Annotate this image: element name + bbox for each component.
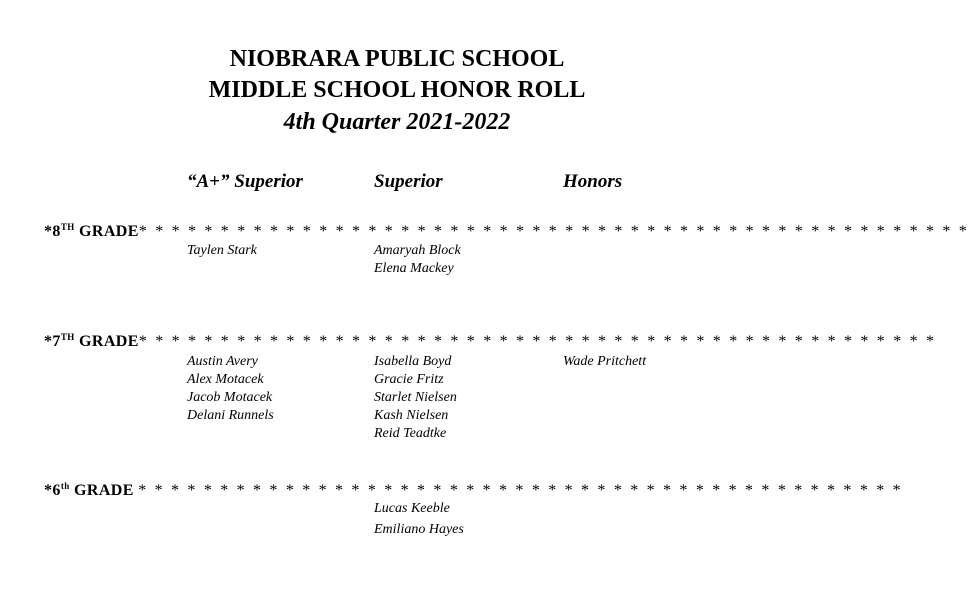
student-name: Amaryah Block xyxy=(374,243,461,258)
grade-8-label: GRADE xyxy=(74,223,139,240)
grade-8-prefix: *8 xyxy=(44,223,61,240)
grade-8-superior-list xyxy=(374,242,461,278)
grade-7-prefix: *7 xyxy=(44,333,61,350)
grade-7-heading xyxy=(44,332,936,351)
grade-6-label: GRADE xyxy=(69,482,139,499)
student-name: Wade Pritchett xyxy=(563,354,647,369)
student-name: Alex Motacek xyxy=(187,372,264,387)
student-name: Starlet Nielsen xyxy=(374,390,457,405)
student-name: Elena Mackey xyxy=(374,261,454,276)
student-name: Lucas Keeble xyxy=(374,501,450,516)
grade-6-star-divider: * * * * * * * * * * * * * * * * * * * * * * * * * * * * * * * * * * * * * * * * * * * * * * * xyxy=(138,482,903,499)
column-header-honors: Honors xyxy=(563,171,623,192)
grade-7-star-divider: * * * * * * * * * * * * * * * * * * * * * * * * * * * * * * * * * * * * * * * * * * * * * * * * * xyxy=(138,333,937,350)
student-name: Delani Runnels xyxy=(187,408,274,423)
quarter-title: 4th Quarter 2021-2022 xyxy=(283,109,511,135)
student-name: Taylen Stark xyxy=(187,243,257,258)
student-name: Kash Nielsen xyxy=(374,408,449,423)
student-name: Austin Avery xyxy=(187,354,258,369)
grade-7-a-plus-list xyxy=(187,353,274,425)
column-header-superior: Superior xyxy=(374,171,443,192)
grade-7-honors-list xyxy=(563,353,646,371)
grade-7-superior-list xyxy=(374,353,457,443)
grade-8-heading xyxy=(44,222,969,241)
student-name: Jacob Motacek xyxy=(187,390,273,405)
student-name: Isabella Boyd xyxy=(374,354,452,369)
grade-6-prefix: *6 xyxy=(44,482,61,499)
grade-8-suffix: TH xyxy=(60,222,75,232)
student-name: Reid Teadtke xyxy=(374,426,447,441)
grade-6-heading xyxy=(44,481,903,500)
honor-roll-title: MIDDLE SCHOOL HONOR ROLL xyxy=(208,77,586,103)
grade-8-star-divider: * * * * * * * * * * * * * * * * * * * * * * * * * * * * * * * * * * * * * * * * * * * * * * * * * * * xyxy=(138,223,969,240)
column-header-a-plus-superior: “A+” Superior xyxy=(187,171,303,192)
grade-7-label: GRADE xyxy=(74,333,139,350)
school-name: NIOBRARA PUBLIC SCHOOL xyxy=(229,46,565,72)
grade-7-suffix: TH xyxy=(60,332,75,342)
student-name: Emiliano Hayes xyxy=(374,522,464,537)
grade-6-suffix: th xyxy=(60,481,70,491)
grade-8-a-plus-list xyxy=(187,242,257,260)
student-name: Gracie Fritz xyxy=(374,372,444,387)
grade-6-superior-list xyxy=(374,500,464,539)
